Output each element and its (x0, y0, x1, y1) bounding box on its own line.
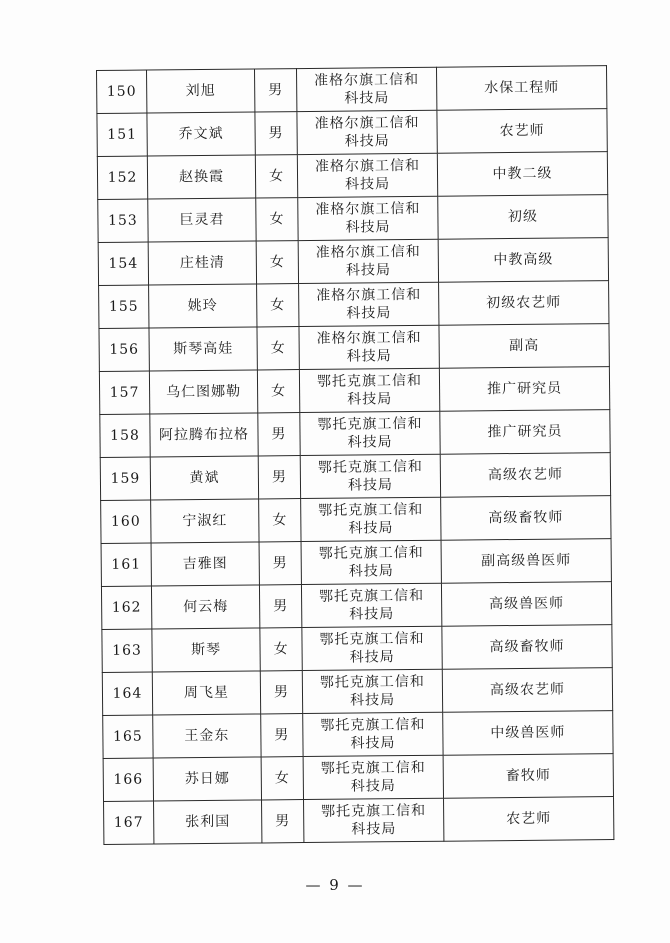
work-unit-line1: 准格尔旗工信和 (314, 114, 420, 132)
table-row (99, 324, 609, 372)
work-unit (303, 755, 443, 799)
person-gender: 男 (254, 69, 296, 112)
table-row (102, 625, 612, 673)
work-unit-line2: 科技局 (345, 176, 391, 193)
work-unit (300, 411, 440, 455)
person-name: 宁淑红 (151, 499, 259, 543)
professional-title: 高级农艺师 (442, 668, 612, 713)
person-name: 巨灵君 (148, 198, 256, 242)
work-unit-line1: 准格尔旗工信和 (316, 286, 422, 304)
work-unit-line1: 准格尔旗工信和 (315, 200, 421, 218)
row-number: 162 (101, 586, 151, 629)
person-name: 庄桂清 (148, 241, 256, 285)
work-unit-line1: 准格尔旗工信和 (314, 71, 420, 89)
work-unit-line2: 科技局 (350, 778, 396, 795)
table-row (97, 152, 607, 200)
table-row (100, 410, 610, 458)
row-number: 166 (103, 758, 153, 801)
work-unit (301, 583, 441, 627)
person-gender: 男 (259, 542, 301, 585)
table-row (98, 238, 608, 286)
work-unit (299, 368, 439, 412)
work-unit (299, 282, 439, 326)
work-unit-line1: 鄂托克旗工信和 (318, 587, 425, 605)
row-number: 163 (102, 629, 152, 672)
person-name: 王金东 (153, 714, 261, 758)
work-unit-line2: 科技局 (347, 477, 394, 494)
person-name: 赵换霞 (147, 155, 255, 199)
work-unit (302, 626, 442, 670)
row-number: 153 (98, 199, 148, 242)
work-unit-line2: 科技局 (348, 520, 394, 537)
person-name: 周飞星 (152, 671, 260, 715)
person-name: 姚玲 (149, 284, 257, 328)
professional-title: 水保工程师 (436, 66, 606, 111)
work-unit (298, 196, 438, 240)
row-number: 155 (99, 285, 149, 328)
professional-title: 初级农艺师 (439, 281, 609, 326)
table-row (99, 281, 609, 329)
person-gender: 女 (256, 198, 298, 241)
person-gender: 女 (257, 327, 299, 370)
work-unit-line2: 科技局 (344, 90, 390, 107)
person-name: 何云梅 (151, 585, 259, 629)
work-unit (296, 67, 436, 111)
table-row (101, 496, 611, 544)
row-number: 152 (97, 156, 147, 199)
work-unit (303, 712, 443, 756)
table-row (99, 367, 609, 415)
person-gender: 男 (258, 456, 300, 499)
person-gender: 男 (262, 800, 304, 843)
work-unit-line2: 科技局 (351, 821, 397, 838)
person-gender: 男 (259, 585, 301, 628)
row-number: 154 (98, 242, 148, 285)
row-number: 151 (97, 113, 147, 156)
person-name: 苏日娜 (153, 757, 261, 801)
work-unit-line1: 准格尔旗工信和 (316, 329, 422, 347)
table-row (97, 109, 607, 157)
professional-title: 初级 (438, 195, 608, 240)
work-unit-line2: 科技局 (349, 606, 395, 623)
work-unit (301, 540, 441, 584)
row-number: 167 (104, 801, 154, 844)
professional-title: 畜牧师 (443, 754, 613, 799)
table-row (103, 754, 613, 802)
person-gender: 男 (255, 112, 297, 155)
work-unit-line2: 科技局 (349, 692, 396, 709)
work-unit-line2: 科技局 (349, 649, 395, 666)
person-name: 斯琴 (152, 628, 260, 672)
professional-title: 中级兽医师 (443, 711, 613, 756)
row-number: 150 (97, 70, 147, 113)
work-unit-line1: 鄂托克旗工信和 (317, 458, 423, 476)
work-unit-line1: 鄂托克旗工信和 (319, 673, 425, 691)
work-unit-line2: 科技局 (347, 434, 393, 451)
person-name: 乌仁图娜勒 (149, 370, 257, 414)
work-unit (297, 153, 437, 197)
work-unit-line2: 科技局 (348, 563, 394, 580)
work-unit-line1: 鄂托克旗工信和 (318, 544, 424, 562)
work-unit-line1: 鄂托克旗工信和 (320, 716, 426, 734)
person-name: 黄斌 (150, 456, 258, 500)
work-unit-line1: 准格尔旗工信和 (315, 243, 421, 261)
table-row (102, 668, 612, 716)
person-gender: 女 (257, 370, 299, 413)
professional-title: 副高 (439, 324, 609, 369)
work-unit (304, 798, 444, 842)
person-name: 斯琴高娃 (149, 327, 257, 371)
roster-table (96, 65, 614, 845)
person-gender: 女 (256, 241, 298, 284)
person-name: 吉雅图 (151, 542, 259, 586)
person-name: 张利国 (154, 800, 262, 844)
work-unit (302, 669, 442, 713)
work-unit (298, 239, 438, 283)
person-gender: 女 (257, 284, 299, 327)
row-number: 161 (101, 543, 151, 586)
work-unit-line1: 准格尔旗工信和 (314, 157, 421, 175)
professional-title: 农艺师 (437, 109, 607, 154)
professional-title: 中教高级 (438, 238, 608, 283)
row-number: 157 (99, 371, 149, 414)
work-unit-line1: 鄂托克旗工信和 (316, 372, 423, 390)
table-row (100, 453, 610, 501)
work-unit-line2: 科技局 (345, 262, 392, 279)
person-gender: 女 (261, 757, 303, 800)
work-unit (299, 325, 439, 369)
work-unit-line1: 鄂托克旗工信和 (319, 630, 425, 648)
professional-title: 农艺师 (444, 797, 614, 842)
work-unit-line1: 鄂托克旗工信和 (317, 415, 423, 433)
work-unit-line1: 鄂托克旗工信和 (318, 501, 424, 519)
person-gender: 女 (255, 155, 297, 198)
row-number: 156 (99, 328, 149, 371)
work-unit-line2: 科技局 (346, 305, 392, 322)
row-number: 160 (101, 500, 151, 543)
work-unit (301, 497, 441, 541)
person-gender: 男 (261, 714, 303, 757)
row-number: 164 (102, 672, 152, 715)
table-row (98, 195, 608, 243)
table-row (101, 582, 611, 630)
work-unit (297, 110, 437, 154)
professional-title: 副高级兽医师 (441, 539, 611, 584)
work-unit-line2: 科技局 (344, 133, 390, 150)
row-number: 158 (100, 414, 150, 457)
professional-title: 高级畜牧师 (442, 625, 612, 670)
work-unit (300, 454, 440, 498)
person-name: 刘旭 (147, 69, 255, 113)
work-unit-line1: 鄂托克旗工信和 (320, 759, 426, 777)
professional-title: 高级畜牧师 (441, 496, 611, 541)
table-row (97, 66, 607, 114)
table-row (104, 797, 614, 845)
person-gender: 女 (259, 499, 301, 542)
work-unit-line2: 科技局 (350, 735, 396, 752)
person-gender: 男 (258, 413, 300, 456)
roster-body (97, 66, 614, 845)
work-unit-line1: 鄂托克旗工信和 (321, 802, 427, 820)
professional-title: 推广研究员 (439, 367, 609, 412)
row-number: 159 (100, 457, 150, 500)
work-unit-line2: 科技局 (345, 219, 391, 236)
row-number: 165 (103, 715, 153, 758)
table-row (101, 539, 611, 587)
person-name: 阿拉腾布拉格 (150, 413, 258, 457)
professional-title: 高级农艺师 (440, 453, 610, 498)
work-unit-line2: 科技局 (346, 348, 392, 365)
professional-title: 中教二级 (437, 152, 607, 197)
work-unit-line2: 科技局 (347, 391, 393, 408)
person-gender: 女 (260, 628, 302, 671)
person-name: 乔文斌 (147, 112, 255, 156)
table-row (103, 711, 613, 759)
professional-title: 高级兽医师 (441, 582, 611, 627)
professional-title: 推广研究员 (440, 410, 610, 455)
page-number: — 9 — (305, 876, 365, 894)
person-gender: 男 (260, 671, 302, 714)
